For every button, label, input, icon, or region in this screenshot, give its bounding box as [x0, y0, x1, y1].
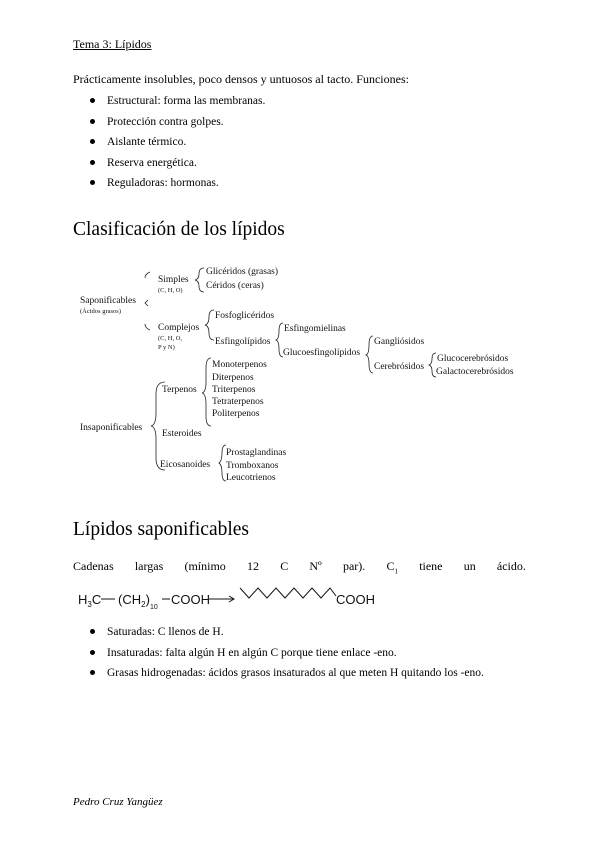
list-item: Reguladoras: hormonas.: [73, 176, 265, 197]
tromboxanos-label: Tromboxanos: [226, 461, 279, 471]
list-item: Protección contra golpes.: [73, 115, 265, 136]
glucocerebrosidos-label: Glucocerebrósidos: [437, 354, 509, 364]
intro-paragraph: Prácticamente insolubles, poco densos y untuosos al tacto. Funciones:: [73, 72, 409, 86]
bullet-icon: [90, 629, 95, 634]
zigzag-chain-icon: [240, 588, 336, 598]
prostaglandinas-label: Prostaglandinas: [226, 448, 287, 458]
formula-ch2: $(CH_2)$: [118, 592, 150, 609]
monoterpenos-label: Monoterpenos: [212, 360, 267, 370]
classification-heading: Clasificación de los lípidos: [73, 219, 285, 240]
footer-author: Pedro Cruz Yangüez: [73, 796, 163, 808]
cerebrosidos-label: Cerebrósidos: [374, 362, 425, 372]
simples-note: (C, H, O): [158, 287, 183, 294]
list-item: Insaturadas: falta algún H en algún C porque tiene enlace -eno.: [73, 646, 484, 667]
ceridos-label: Céridos (ceras): [206, 281, 264, 291]
formula-cooh-left: COOH: [171, 592, 210, 607]
diterpenos-label: Diterpenos: [212, 373, 254, 383]
list-item: Aislante térmico.: [73, 135, 265, 156]
formula-h3c: $H_3C$: [78, 592, 102, 609]
esteroides-label: Esteroides: [162, 429, 202, 439]
saponificables-label: Saponificables: [80, 296, 136, 306]
bullet-icon: [90, 670, 95, 675]
chain-paragraph: Cadenas largas (mínimo 12 C Nº par). $C_1$ tiene un ácido.: [73, 559, 526, 576]
esfingomielinas-label: Esfingomielinas: [284, 324, 346, 334]
triterpenos-label: Triterpenos: [212, 385, 256, 395]
page-header-title: Tema 3: Lípidos: [73, 37, 152, 51]
fosfogliceridos-label: Fosfoglicéridos: [215, 311, 275, 321]
esfingolipidos-label: Esfingolípidos: [215, 337, 271, 347]
saponificables-note: (Ácidos grasos): [80, 308, 121, 315]
complejos-note: P y N): [158, 344, 175, 351]
list-item: Saturadas: C llenos de H.: [73, 625, 484, 646]
bullet-icon: [90, 650, 95, 655]
formula-cooh-right: COOH: [336, 592, 375, 607]
politerpenos-label: Politerpenos: [212, 409, 260, 419]
galactocerebrosidos-label: Galactocerebrósidos: [436, 367, 514, 377]
list-item: Grasas hidrogenadas: ácidos grasos insaturados al que meten H quitando los -eno.: [73, 666, 484, 687]
eicosanoides-label: Eicosanoides: [160, 460, 211, 470]
gangliosidos-label: Gangliósidos: [374, 337, 425, 347]
formula-n: 10: [150, 604, 158, 611]
complejos-note: (C, H, O,: [158, 335, 183, 342]
terpenos-label: Terpenos: [162, 385, 197, 395]
list-item: Estructural: forma las membranas.: [73, 94, 265, 115]
insaponificables-label: Insaponificables: [80, 423, 143, 433]
simples-label: Simples: [158, 275, 189, 285]
gliceridos-label: Glicéridos (grasas): [206, 267, 279, 277]
tetraterpenos-label: Tetraterpenos: [212, 397, 264, 407]
fatty-acid-types-list: [73, 625, 484, 687]
list-item: Reserva energética.: [73, 156, 265, 177]
saponifiable-heading: Lípidos saponificables: [73, 519, 250, 540]
complejos-label: Complejos: [158, 323, 200, 333]
leucotrienos-label: Leucotrienos: [226, 473, 276, 483]
glucoesfingolipidos-label: Glucoesfingolípidos: [283, 348, 361, 358]
